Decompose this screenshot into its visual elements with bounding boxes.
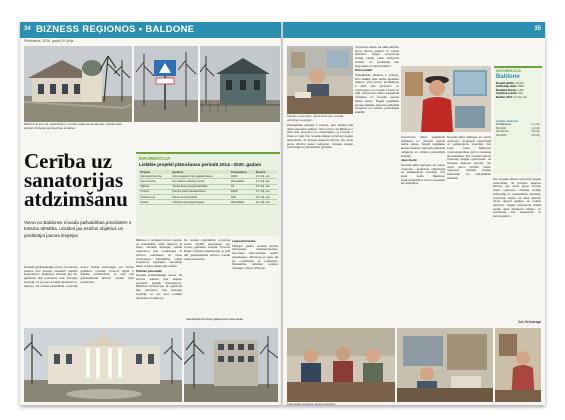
body-text: Baldone ir senākais kūrorts Latvijā, un pašvaldība vēlas atjaunot tā slavu. Novadā darbojas vairāki uzņēmumi, kas nodarbojas ar tūrismu, ēdināšanu un viesu uzņemšanu. Pašvaldība meklē investorus bijušajām sanatoriju ēkām, kuras pašlaik stāv tukšas.	[136, 239, 182, 268]
photo-caption: Vietējie uzņēmēji ir pārliecināti par novada attīstības iespējām.	[287, 114, 344, 122]
table-cell: 0,5 milj. eiro	[255, 194, 277, 199]
table-cell: Skolas ēkas energoefektivitāte	[171, 184, 230, 189]
company-value: 1,4 milj.	[531, 126, 540, 130]
body-text: Kā norāda pašvaldībā, uzņēmēji arvien biežāk interesējas par zemes gabaliem novadā. Tuvums Rīgai ir būtiska priekšrocība, jo ceļš līdz galvaspilsētai aizņem mazāk nekā pusstundu.	[184, 239, 230, 261]
body-column	[493, 178, 541, 328]
table-cell: Ūdensapgādes tīklu paplašināšana	[171, 174, 230, 179]
fact-value: 6,2 milj. eiro	[513, 95, 527, 99]
sidebar-town-name: Baldone	[496, 74, 520, 80]
left-page	[20, 22, 282, 405]
subheading: Pilsētas potenciāls	[136, 268, 163, 273]
body-column	[184, 239, 230, 325]
photo-old-building	[200, 46, 280, 122]
sidebar-companies	[496, 120, 540, 137]
table-cell: 0,9 milj. eiro	[255, 184, 277, 189]
fact-row: Budžets 2016: 6,2 milj. eiro	[496, 95, 527, 99]
body-text: Novadā aktīvi darbojas arī mazie uzņēmēji – amatnieki, mājražotāji un pakalpojumu sniedzēji. Viņi kopā veido Baldones uzņēmējdarbības vidi un piesaista apmeklētājus.	[447, 136, 491, 158]
table-cell: ERAF	[230, 189, 255, 194]
fact-value: 5300	[518, 85, 524, 89]
body-column	[355, 46, 399, 234]
info-box-projects	[136, 152, 280, 236]
body-column	[232, 239, 278, 325]
photo-road-sign	[134, 46, 198, 122]
sidebar-subtitle: Lielākie uzņēmumi	[496, 120, 519, 123]
table-cell: ERAF	[230, 174, 255, 179]
table-cell: Ielu pārbūve pilsētas centrā	[171, 179, 230, 184]
table-cell: Kultūra	[139, 200, 171, 205]
photo-sanatorium-building	[24, 46, 132, 122]
body-text: Uzņēmējs stāsta, ka sāka darbību pirms desmit gadiem ar nelielu darbnīcu. Tagad uzņēmumā strādā vairāk nekā divdesmit cilvēku, un produkcija tiek eksportēta uz kaimiņvalstīm.	[355, 46, 399, 68]
article-headline: Cerība uz sanatorijas atdzimšanu	[24, 149, 128, 211]
table-cell: 0,7 milj. eiro	[255, 189, 277, 194]
page-number-right: 35	[534, 26, 541, 32]
company-name: SIA Mežs	[496, 133, 507, 137]
table-header: Projekts	[139, 170, 171, 174]
body-text: Novada priekšsēdētājs uzsver, ka kūrorta statuss dod iespēju piesaistīt papildu finansējumu. Baldones sēravoti jau 19. gadsimtā bija pazīstami visā Krievijas impērijā, un pie tiem ieradās atpūtnieki no tālienes.	[24, 266, 78, 288]
company-name: SIA Baldones	[496, 123, 512, 127]
company-value: 0,6 milj.	[531, 133, 540, 137]
company-value: 2,1 milj.	[531, 123, 540, 127]
table-cell: Kūrorta parka labiekārtošana	[171, 189, 230, 194]
sidebar-label: INFORMĀCIJA	[496, 69, 521, 73]
fact-row: Uzņēmumu skaits: 420	[496, 92, 523, 96]
sidebar-facts	[496, 82, 540, 99]
body-text: Par novada nākotni uzņēmēji raugās optimistiski. Ja izdosies atjaunot kūrortu, tas nesīs jaunu dzīvību visam reģionam, uzskata vietējie iedzīvotāji un pašvaldības pārstāvji.	[287, 134, 353, 150]
body-column	[287, 124, 353, 230]
table-cell: 0,4 milj. eiro	[255, 200, 277, 205]
body-text: Pēdējos gados novadā būtiski attīstījusies lauksaimniecība. Zemnieku saimniecības audzē graudaugus, dārzeņus un ogas, kā arī nodarbojas ar lopkopību. Pašvaldība atbalsta vietējos ražotājus, rīkojot tirdziņus.	[232, 243, 278, 270]
info-sidebar	[494, 66, 542, 174]
photo-sanatorium-ruin	[184, 328, 278, 402]
fact-row: Bezdarba līmenis: 4,8%	[496, 88, 524, 92]
photo-woman-interior	[495, 328, 541, 402]
body-text: Par novada nākotni uzņēmēji raugās optimistiski. Ja izdosies atjaunot kūrortu, tas nesīs jaunu dzīvību visam reģionam, uzskata vietējie iedzīvotāji un pašvaldības pārstāvji.	[493, 178, 541, 196]
fact-label: Bezdarba līmenis	[496, 88, 517, 92]
table-header: Apraksts	[171, 170, 230, 174]
fact-value: 4,8%	[517, 88, 524, 92]
subheading: Dzīvi padarīt	[355, 68, 373, 73]
company-row	[496, 134, 540, 137]
body-text: Pašvaldības atbalsts ir svarīgs, taču lielākā daļa darba jāpadara pašiem. Viņš uzsver, ka Baldonē ir laba vide ģimenēm un uzņēmējiem, jo novads ir kluss un zaļš.	[355, 72, 399, 96]
body-text: Uzņēmējs stāsta, ka sāka darbību pirms desmit gadiem ar nelielu darbnīcu. Tagad uzņēmumā strādā vairāk nekā divdesmit cilvēku, un produkcija tiek eksportēta uz kaimiņvalstīm.	[493, 195, 541, 219]
body-text: Pašvaldības atbalsts ir svarīgs, taču lielākā daļa darba jāpadara pašiem. Viņš uzsver, ka Baldonē ir laba vide ģimenēm un uzņēmējiem, jo novads ir kluss un zaļš.	[287, 124, 353, 139]
body-column	[401, 136, 445, 336]
body-column	[24, 266, 134, 324]
subheading: Jauni darbi	[401, 158, 417, 163]
photo-production	[397, 328, 493, 402]
fact-value: 420	[518, 92, 523, 96]
table-cell: KF	[230, 184, 255, 189]
dateline: Piektdiena, 2016. gada 29. jūlijs	[24, 39, 74, 43]
body-text: Uzņēmums plāno paplašināt ražošanu un izveidot jaunas darba vietas. Šogad iegādātas jaunas iekārtas, kas ļaus palielināt ražīgumu un uzlabot produkcijas kvalitāti.	[401, 136, 445, 158]
page-number-left: 34	[24, 26, 31, 32]
info-title: Lielākie projekti plānošanas periodā 2014.–2020. gadam	[139, 162, 262, 167]
table-cell: Pašvaldība	[230, 200, 255, 205]
table-cell: 2,1 milj. eiro	[255, 174, 277, 179]
photo-sanatorium-columns	[24, 328, 182, 402]
right-page	[283, 22, 545, 405]
table-header: Finansējums	[230, 170, 255, 174]
body-text: Novadā aktīvi darbojas arī mazie uzņēmēji – amatnieki, mājražotāji un pakalpojumu sniedzēji. Viņi kopā veido Baldones uzņēmējdarbības vidi un piesaista apmeklētājus.	[401, 162, 445, 186]
fact-label: Novada platība	[496, 82, 514, 85]
body-column	[447, 136, 491, 336]
fact-label: Uzņēmumu skaits	[496, 92, 518, 96]
company-name: SIA Kūrorts	[496, 130, 509, 134]
info-label: INFORMĀCIJA	[139, 156, 171, 161]
fact-row: Iedzīvotāju skaits: 5300	[496, 85, 524, 89]
body-column	[136, 239, 182, 325]
photo-caption: Baldonē šī kūrorta vajadzībām ir cerības atjaunot sanatorijas. Dažās ēkās kādreiz darbojās ārstniecības iestādes.	[24, 122, 122, 130]
body-text: Uzņēmums plāno paplašināt ražošanu un izveidot jaunas darba vietas. Šogad iegādātas jaunas iekārtas, kas ļaus palielināt ražīgumu un uzlabot produkcijas kvalitāti.	[355, 91, 399, 114]
photo-caption: Pašvaldība atbalsta tūrisma attīstību.	[287, 402, 337, 405]
projects-table	[139, 170, 277, 205]
table-cell: Izglītība	[139, 184, 171, 189]
fact-label: Iedzīvotāju skaits	[496, 85, 517, 89]
photo-entrepreneur-office	[287, 46, 353, 114]
header-band	[283, 22, 545, 38]
table-cell: Dienas centra izveide	[171, 194, 230, 199]
body-text: Par novada nākotni uzņēmēji raugās optimistiski. Ja izdosies atjaunot kūrortu, tas nesīs jaunu dzīvību visam reģionam, uzskata vietējie iedzīvotāji un pašvaldības pārstāvji.	[447, 153, 491, 180]
photo-workers-table	[287, 328, 395, 402]
author-signature: Ilze Grīnberga	[518, 320, 541, 324]
company-value: 0,9 milj.	[531, 130, 540, 134]
photo-caption: Sanatorijas korpuss gaida jaunu saimnieku.	[186, 317, 244, 321]
table-row	[139, 200, 277, 205]
table-header: Summa	[255, 170, 277, 174]
table-cell: Kultūras nama atjaunošana	[171, 200, 230, 205]
body-text: Kā norāda pašvaldībā, uzņēmēji arvien biežāk interesējas par zemes gabaliem novadā. Tuvums Rīgai ir būtiska priekšrocība, jo ceļš līdz galvaspilsētai aizņem mazāk nekā pusstundu.	[35, 266, 134, 288]
company-name: SIA Avoti	[496, 126, 506, 130]
table-cell: Sociālā joma	[139, 194, 171, 199]
table-cell: 1,3 milj. eiro	[255, 179, 277, 184]
photo-entrepreneur-portrait	[401, 66, 491, 132]
body-text: Novada priekšsēdētājs uzsver, ka kūrorta statuss dod iespēju piesaistīt papildu finansējumu. Baldones sēravoti jau 19. gadsimtā bija pazīstami visā Krievijas impērijā, un pie tiem ieradās atpūtnieki no tālienes.	[136, 273, 182, 300]
section-title: BIZNESS REĢIONOS • BALDONE	[36, 24, 195, 35]
fact-value: 176 km²	[515, 82, 525, 85]
subheading: Lauksaimniecība	[232, 239, 256, 243]
table-cell: Pašvaldība	[230, 179, 255, 184]
article-lead: Viena no Baldones novada pašvaldības prioritātēm ir tūrisma attīstība, uzsākot jau esošos objektus un piedāvājot jaunas iespējas	[24, 220, 132, 238]
table-cell: Ūdenssaimniecība	[139, 174, 171, 179]
table-cell: Ceļu remonts	[139, 179, 171, 184]
fact-row: Novada platība: 176 km²	[496, 82, 525, 85]
table-cell: Tūrisms	[139, 189, 171, 194]
fact-label: Budžets 2016	[496, 95, 512, 99]
table-cell: ESF	[230, 194, 255, 199]
